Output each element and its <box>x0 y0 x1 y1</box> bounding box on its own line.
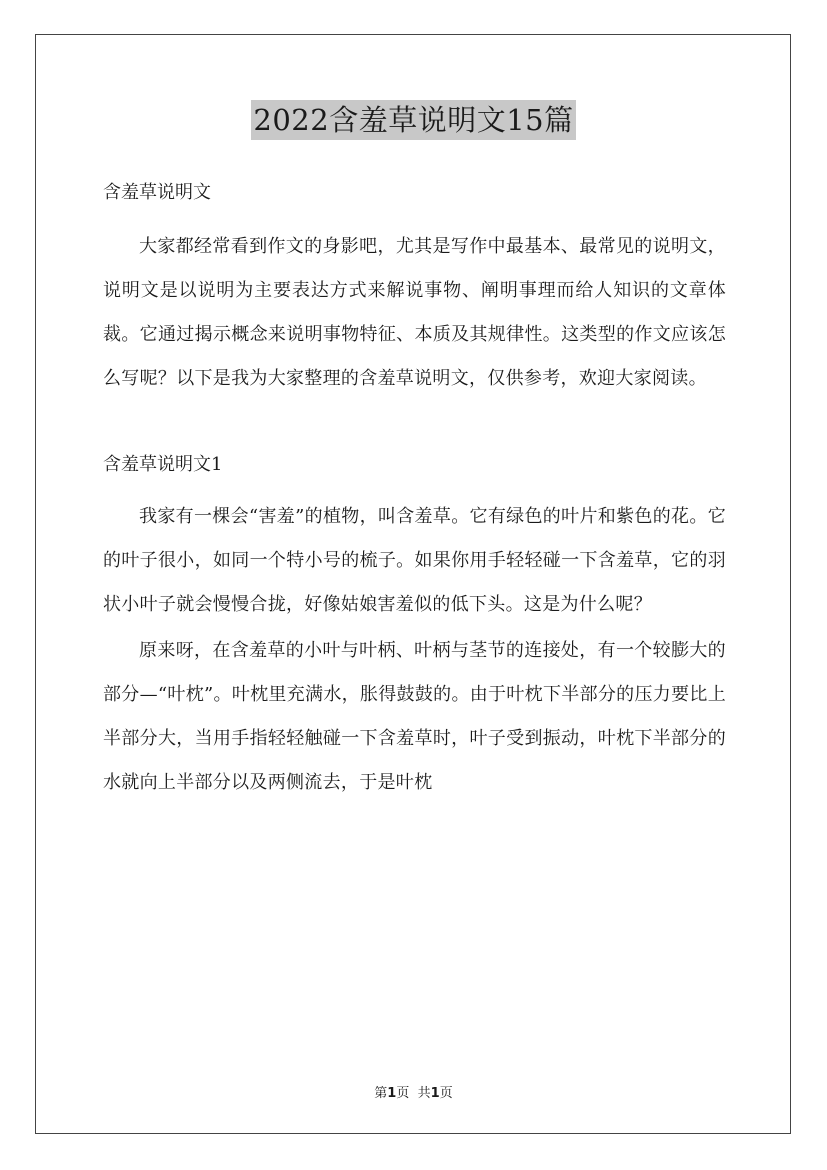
intro-paragraph: 大家都经常看到作文的身影吧，尤其是写作中最基本、最常见的说明文，说明文是以说明为主要表达方式来解说事物、阐明事理而给人知识的文章体裁。它通过揭示概念来说明事物特征、本质及其规律性。这类型的作文应该怎么写呢？以下是我为大家整理的含羞草说明文，仅供参考，欢迎大家阅读。 <box>103 236 726 389</box>
intro-heading: 含羞草说明文 <box>103 182 211 203</box>
total-suffix: 页 <box>439 1086 453 1101</box>
section-1-heading: 含羞草说明文1 <box>103 454 223 475</box>
section-1-paragraph: 我家有一棵会“害羞”的植物，叫含羞草。它有绿色的叶片和紫色的花。它的叶子很小，如同一个特小号的梳子。如果你用手轻轻碰一下含羞草，它的羽状小叶子就会慢慢合拢，好像姑娘害羞似的低下头。这是为什么呢？ <box>103 506 726 615</box>
page-suffix: 页 <box>396 1086 410 1101</box>
title-container <box>0 100 827 140</box>
total-pages: 1 <box>430 1086 440 1101</box>
page-number: 1 <box>387 1086 397 1101</box>
page-footer <box>0 1082 827 1101</box>
section-1-paragraph: 原来呀，在含羞草的小叶与叶柄、叶柄与茎节的连接处，有一个较膨大的部分—“叶枕”。叶枕里充满水，胀得鼓鼓的。由于叶枕下半部分的压力要比上半部分大，当用手指轻轻触碰一下含羞草时，叶子受到振动，叶枕下半部分的水就向上半部分以及两侧流去，于是叶枕 <box>103 640 726 793</box>
document-title: 2022含羞草说明文15篇 <box>251 100 575 140</box>
document-body <box>103 173 726 805</box>
total-prefix: 共 <box>417 1086 431 1101</box>
page-prefix: 第 <box>374 1086 388 1101</box>
